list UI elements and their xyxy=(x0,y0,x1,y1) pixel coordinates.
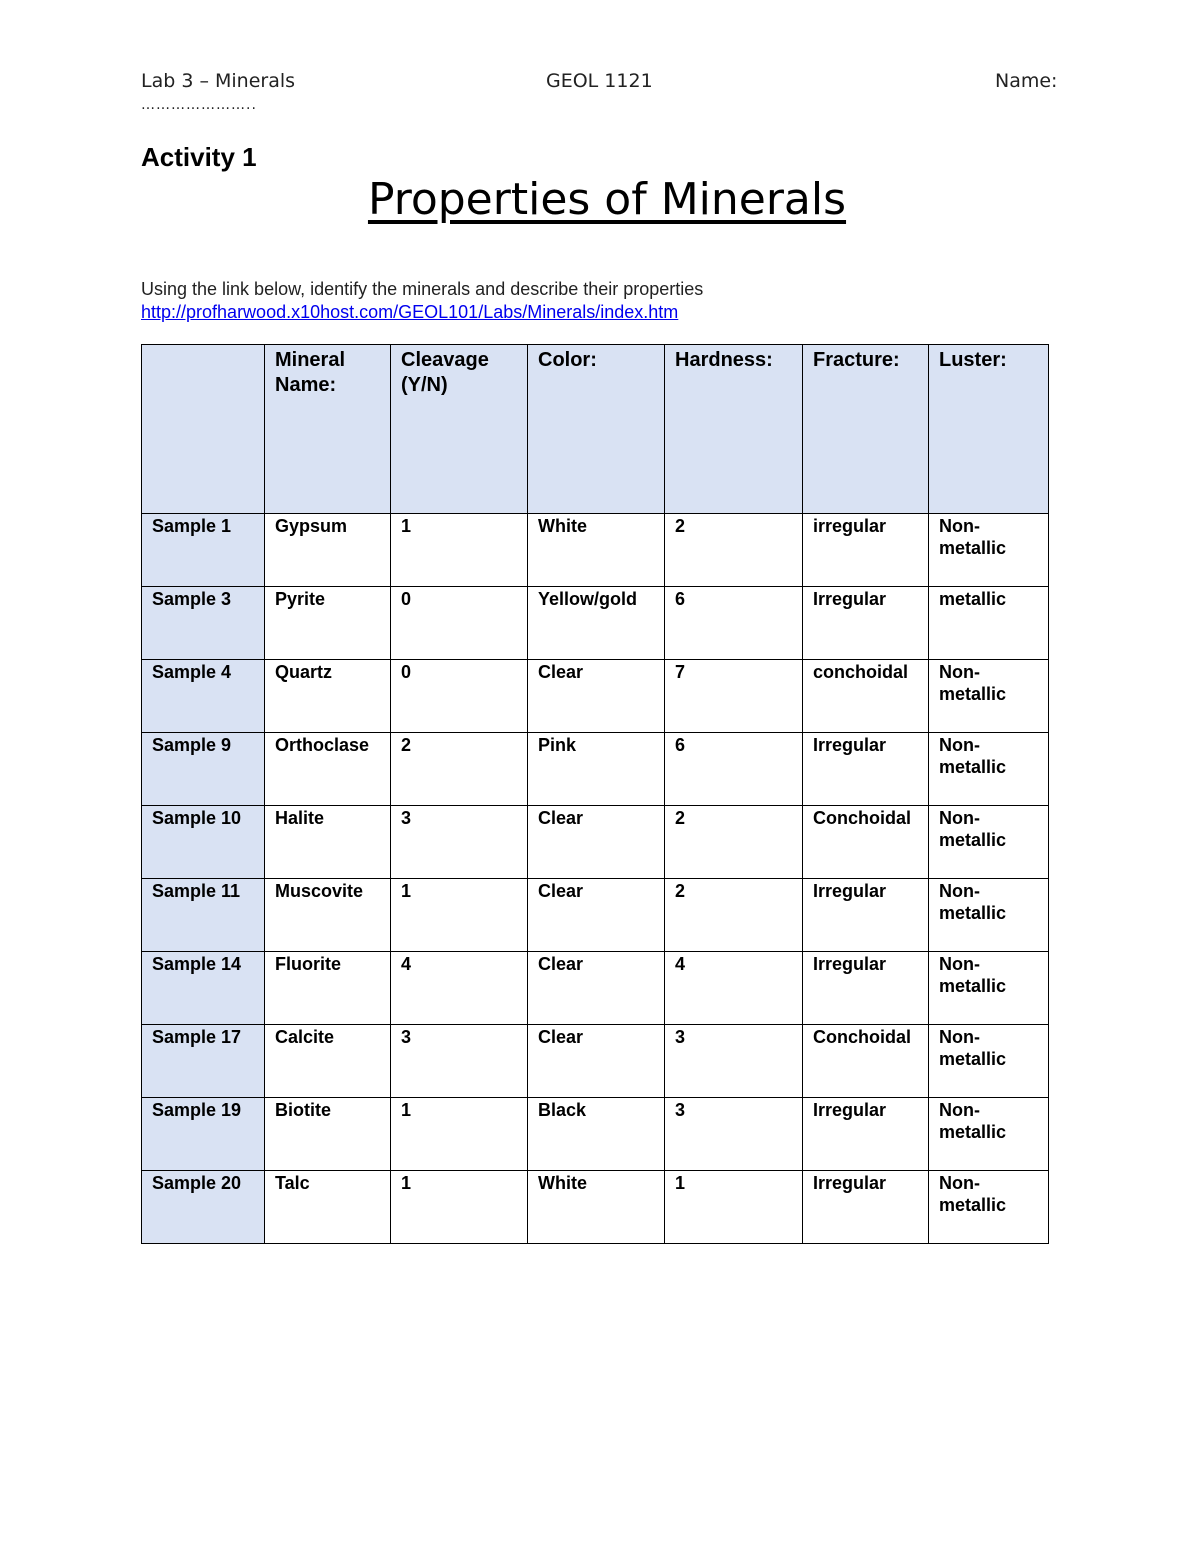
hardness-cell: 2 xyxy=(665,879,803,952)
cleavage-cell: 2 xyxy=(391,733,528,806)
cleavage-cell: 4 xyxy=(391,952,528,1025)
color-cell: White xyxy=(528,514,665,587)
color-cell: Clear xyxy=(528,879,665,952)
hardness-cell: 2 xyxy=(665,806,803,879)
luster-cell: Non-metallic xyxy=(929,879,1049,952)
header-mineral-name: Mineral Name: xyxy=(265,345,391,514)
table-row xyxy=(142,952,1049,1025)
hardness-cell: 6 xyxy=(665,733,803,806)
cleavage-cell: 1 xyxy=(391,1098,528,1171)
header-hardness: Hardness: xyxy=(665,345,803,514)
hardness-cell: 1 xyxy=(665,1171,803,1244)
header-cleavage: Cleavage (Y/N) xyxy=(391,345,528,514)
fracture-cell: Conchoidal xyxy=(803,806,929,879)
hardness-cell: 2 xyxy=(665,514,803,587)
header-color: Color: xyxy=(528,345,665,514)
cleavage-cell: 0 xyxy=(391,660,528,733)
hardness-cell: 6 xyxy=(665,587,803,660)
name-blank-line: ………………….. xyxy=(141,97,257,113)
cleavage-cell: 3 xyxy=(391,806,528,879)
fracture-cell: Conchoidal xyxy=(803,1025,929,1098)
hardness-cell: 4 xyxy=(665,952,803,1025)
hardness-cell: 3 xyxy=(665,1025,803,1098)
color-cell: Black xyxy=(528,1098,665,1171)
fracture-cell: Irregular xyxy=(803,952,929,1025)
fracture-cell: Irregular xyxy=(803,1171,929,1244)
sample-cell: Sample 19 xyxy=(142,1098,265,1171)
cleavage-cell: 1 xyxy=(391,1171,528,1244)
page-title: Properties of Minerals xyxy=(367,174,847,225)
mineral-name-cell: Fluorite xyxy=(265,952,391,1025)
minerals-link[interactable]: http://profharwood.x10host.com/GEOL101/Labs/Minerals/index.htm xyxy=(141,302,679,322)
table-row xyxy=(142,514,1049,587)
table-row xyxy=(142,1025,1049,1098)
header-fracture: Fracture: xyxy=(803,345,929,514)
mineral-name-cell: Talc xyxy=(265,1171,391,1244)
table-row xyxy=(142,660,1049,733)
fracture-cell: conchoidal xyxy=(803,660,929,733)
mineral-name-cell: Halite xyxy=(265,806,391,879)
hardness-cell: 7 xyxy=(665,660,803,733)
luster-cell: Non-metallic xyxy=(929,1171,1049,1244)
mineral-name-cell: Biotite xyxy=(265,1098,391,1171)
header-lab-title: Lab 3 – Minerals xyxy=(141,70,296,92)
mineral-name-cell: Gypsum xyxy=(265,514,391,587)
fracture-cell: irregular xyxy=(803,514,929,587)
color-cell: White xyxy=(528,1171,665,1244)
table-header-row xyxy=(142,345,1049,514)
minerals-table xyxy=(141,344,1049,1244)
luster-cell: Non-metallic xyxy=(929,733,1049,806)
mineral-name-cell: Orthoclase xyxy=(265,733,391,806)
color-cell: Clear xyxy=(528,806,665,879)
mineral-name-cell: Quartz xyxy=(265,660,391,733)
luster-cell: Non-metallic xyxy=(929,1098,1049,1171)
luster-cell: Non-metallic xyxy=(929,514,1049,587)
color-cell: Clear xyxy=(528,952,665,1025)
luster-cell: metallic xyxy=(929,587,1049,660)
mineral-name-cell: Pyrite xyxy=(265,587,391,660)
color-cell: Yellow/gold xyxy=(528,587,665,660)
fracture-cell: Irregular xyxy=(803,587,929,660)
color-cell: Clear xyxy=(528,1025,665,1098)
cleavage-cell: 0 xyxy=(391,587,528,660)
table-row xyxy=(142,587,1049,660)
fracture-cell: Irregular xyxy=(803,1098,929,1171)
fracture-cell: Irregular xyxy=(803,733,929,806)
sample-cell: Sample 17 xyxy=(142,1025,265,1098)
sample-cell: Sample 3 xyxy=(142,587,265,660)
hardness-cell: 3 xyxy=(665,1098,803,1171)
header-name-label: Name: xyxy=(995,70,1058,92)
activity-heading: Activity 1 xyxy=(141,142,257,172)
sample-cell: Sample 11 xyxy=(142,879,265,952)
sample-cell: Sample 9 xyxy=(142,733,265,806)
mineral-name-cell: Muscovite xyxy=(265,879,391,952)
luster-cell: Non-metallic xyxy=(929,806,1049,879)
mineral-name-cell: Calcite xyxy=(265,1025,391,1098)
header-cell-blank xyxy=(142,345,265,514)
luster-cell: Non-metallic xyxy=(929,660,1049,733)
table-row xyxy=(142,733,1049,806)
table-row xyxy=(142,879,1049,952)
color-cell: Pink xyxy=(528,733,665,806)
sample-cell: Sample 14 xyxy=(142,952,265,1025)
sample-cell: Sample 4 xyxy=(142,660,265,733)
luster-cell: Non-metallic xyxy=(929,952,1049,1025)
table-row xyxy=(142,1098,1049,1171)
fracture-cell: Irregular xyxy=(803,879,929,952)
header-course: GEOL 1121 xyxy=(546,70,653,92)
table-row xyxy=(142,806,1049,879)
cleavage-cell: 3 xyxy=(391,1025,528,1098)
cleavage-cell: 1 xyxy=(391,514,528,587)
luster-cell: Non-metallic xyxy=(929,1025,1049,1098)
sample-cell: Sample 1 xyxy=(142,514,265,587)
color-cell: Clear xyxy=(528,660,665,733)
sample-cell: Sample 20 xyxy=(142,1171,265,1244)
header-luster: Luster: xyxy=(929,345,1049,514)
cleavage-cell: 1 xyxy=(391,879,528,952)
intro-text: Using the link below, identify the minerals and describe their properties xyxy=(141,279,704,299)
table-row xyxy=(142,1171,1049,1244)
sample-cell: Sample 10 xyxy=(142,806,265,879)
